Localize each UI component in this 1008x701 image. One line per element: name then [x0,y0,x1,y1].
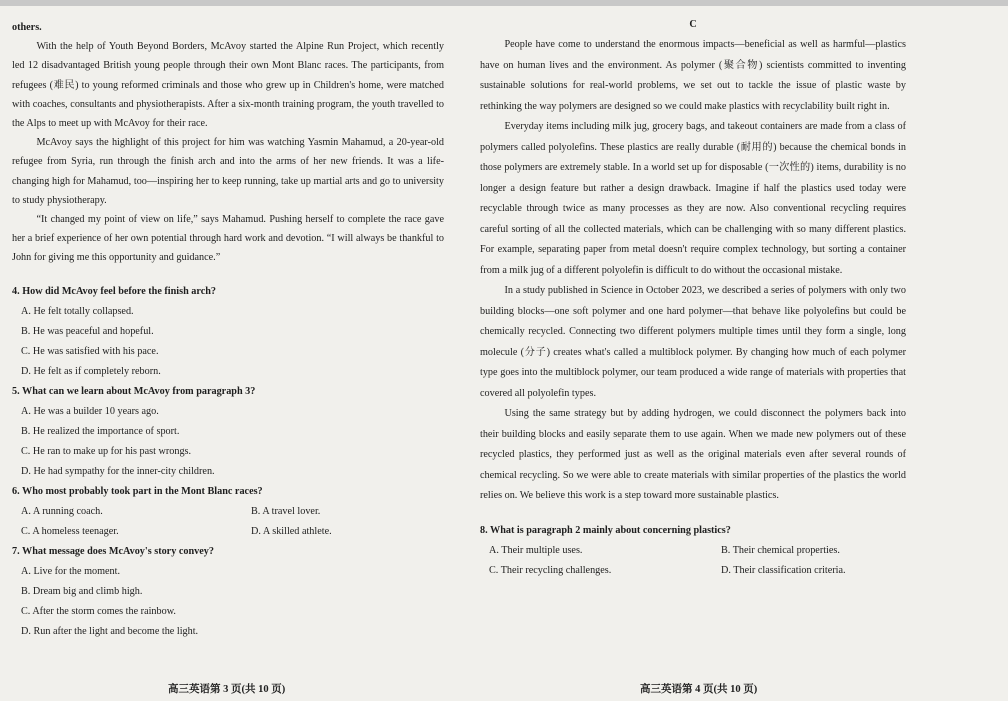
option-c[interactable]: C. He ran to make up for his past wrongs. [21,445,192,457]
passage-paragraph: “It changed my point of view on life,” says Mahamud. Pushing herself to complete the race gave her a brief experience of her own potential through hard work and devotion. “I will always be thankful to John for giving me this opportunity and guidance.” [12,214,444,264]
option-b[interactable]: B. Dream big and climb high. [21,585,143,597]
option-d[interactable]: D. He had sympathy for the inner-city children. [21,465,215,477]
question-stem: 5. What can we learn about McAvoy from paragraph 3? [12,385,256,397]
passage-paragraph: With the help of Youth Beyond Borders, McAvoy started the Alpine Run Project, which recently led 12 disadvantaged British young people through their own Mont Blanc races. The participants, from refugees (难民) to young reformed criminals and those who grew up in Children's home, were matched with coaches, consultants and physiotherapists. After a six-month training program, the youth travelled to the Alps to meet up with McAvoy for their race. [12,41,444,130]
option-d[interactable]: D. Run after the light and become the light. [21,625,199,637]
section-letter: C [689,19,697,30]
option-c[interactable]: C. A homeless teenager. [21,525,119,537]
option-c[interactable]: C. He was satisfied with his pace. [21,345,159,357]
question-stem: 4. How did McAvoy feel before the finish arch? [12,285,217,297]
option-b[interactable]: B. Their chemical properties. [721,544,840,556]
option-a[interactable]: A. A running coach. [21,505,103,517]
passage-paragraph: Everyday items including milk jug, grocery bags, and takeout containers are made from a class of polymers called polyolefins. These plastics are really durable (耐用的) because the chemical bonds in those polymers are extremely stable. In a world set up for disposable (一次性的) items, durability is no longer a design feature but rather a design drawback. Imagine if half the plastics used today were recyclable through twice as many processes as they are now. Also conventional recycling requires careful sorting of all the collected materials, which can be challenging with so many different plastics. For example, separating paper from metal doesn't require complex technology, but sorting a container from a milk jug of a different polyolefin is difficult to do without the occasional mistake. [480,121,906,276]
option-d[interactable]: D. A skilled athlete. [251,525,332,537]
question-4 [12,282,444,382]
question-stem: 8. What is paragraph 2 mainly about concerning plastics? [480,524,731,536]
passage-paragraph: others. [12,22,42,33]
page-footer-right: 高三英语第 4 页(共 10 页) [640,684,758,695]
question-stem: 7. What message does McAvoy's story convey? [12,545,214,557]
question-6 [12,482,444,542]
question-7 [12,542,444,642]
scan-top-band [0,0,1008,6]
option-c[interactable]: C. After the storm comes the rainbow. [21,605,176,617]
passage-paragraph: People have come to understand the enormous impacts—beneficial as well as harmful—plastics have on human lives and the environment. As polymer (聚合物) scientists committed to inventing sustainable solutions for real-world problems, we set out to tackle the issue of plastic waste by rethinking the way polymers are designed so we could make plastics with recyclability built right in. [480,39,906,112]
options-grid [480,541,906,581]
question-stem: 6. Who most probably took part in the Mont Blanc races? [12,485,263,497]
right-passage [480,35,906,507]
option-a[interactable]: A. Live for the moment. [21,565,121,577]
passage-paragraph: Using the same strategy but by adding hydrogen, we could disconnect the polymers back into their building blocks and easily separate them to use again. When we made new polymers out of these recycled plastics, they performed just as well as the original materials even after several rounds of chemical recycling. So we were able to create materials with similar properties of the plastics the world relies on. We believe this work is a step toward more sustainable plastics. [480,408,906,501]
right-page-column [480,18,906,581]
option-b[interactable]: B. A travel lover. [251,505,321,517]
question-8 [480,521,906,581]
option-a[interactable]: A. He felt totally collapsed. [21,305,134,317]
option-b[interactable]: B. He realized the importance of sport. [21,425,180,437]
left-page-column [12,18,444,642]
option-c[interactable]: C. Their recycling challenges. [489,564,612,576]
option-a[interactable]: A. Their multiple uses. [489,544,583,556]
option-a[interactable]: A. He was a builder 10 years ago. [21,405,159,417]
passage-paragraph: McAvoy says the highlight of this project for him was watching Yasmin Mahamud, a 20-year-old refugee from Syria, run through the finish arch and into the arms of her new friends. It was a life-changing high for Mahamud, too—inspiring her to keep running, take up martial arts and go to university to study physiotherapy. [12,137,444,206]
left-passage [12,18,444,268]
option-d[interactable]: D. He felt as if completely reborn. [21,365,161,377]
page-footer-left: 高三英语第 3 页(共 10 页) [168,684,286,695]
question-5 [12,382,444,482]
options-grid [12,502,444,542]
option-d[interactable]: D. Their classification criteria. [721,564,846,576]
passage-paragraph: In a study published in Science in October 2023, we described a series of polymers with only two building blocks—one soft polymer and one hard polymer—that behave like polyolefins but could be chemically recycled. Connecting two different polymers multiple times until they form a single, long molecule (分子) creates what's called a multiblock polymer. By changing how much of each polymer type goes into the multiblock polymer, our team produced a wide range of materials with properties that covered all polyolefin types. [480,285,906,399]
option-b[interactable]: B. He was peaceful and hopeful. [21,325,154,337]
